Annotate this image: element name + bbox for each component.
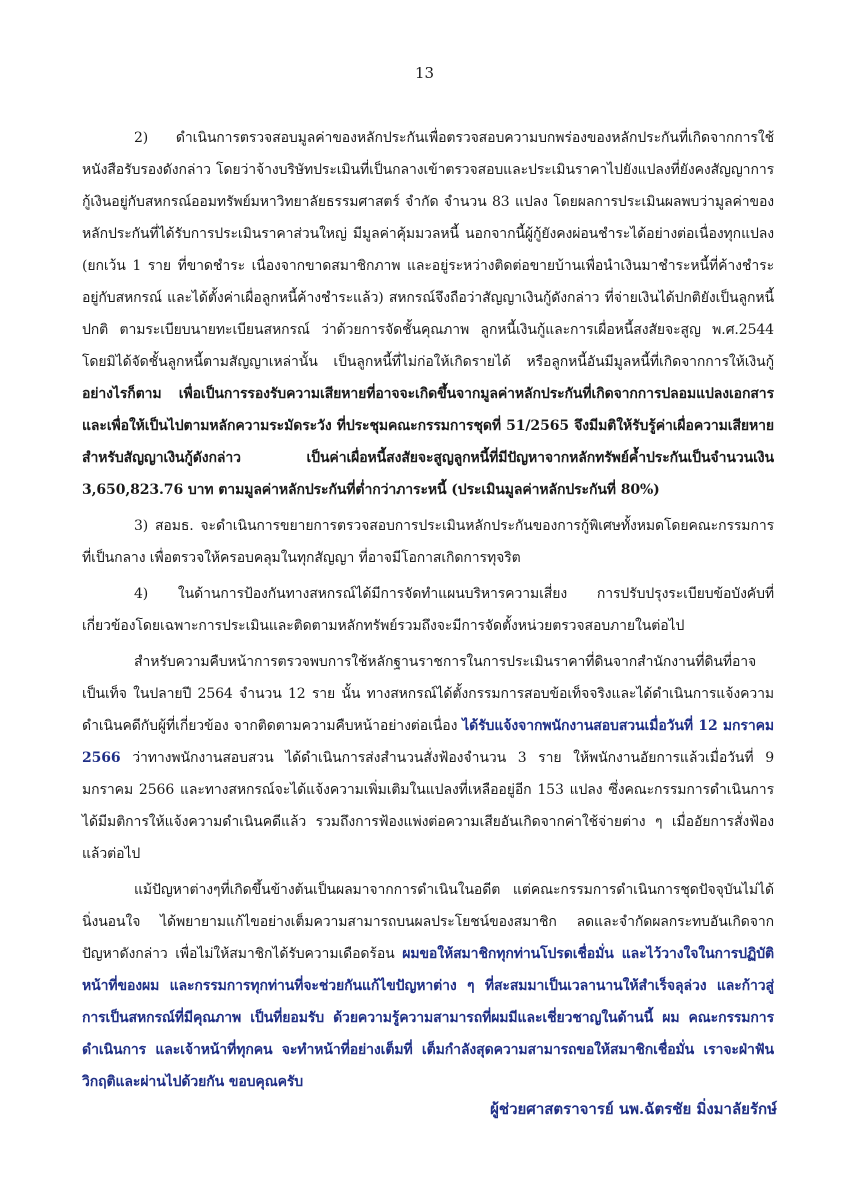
document-body [82, 122, 774, 1102]
paragraph-progress [82, 646, 774, 870]
paragraph-text: ว่าทางพนักงานสอบสวน ได้ดำเนินการส่งสำนวนสั่งฟ้องจำนวน 3 ราย ให้พนักงานอัยการแล้วเมื่อวันที่ 9 มกราคม 2566 และทางสหกรณ์จะได้แจ้งความเพิ่มเติมในแปลงที่เหลืออยู่อีก 153 แปลง ซึ่งคณะกรรมการดำเนินการได้มีมติการให้แจ้งความดำเนินคดีแล้ว รวมถึงการฟ้องแพ่งต่อความเสียอันเกิดจากค่าใช้จ่ายต่าง ๆ เมื่ออัยการสั่งฟ้องแล้วต่อไป [82, 750, 774, 862]
paragraph-item-4 [82, 578, 774, 642]
paragraph-text: 3) สอมธ. จะดำเนินการขยายการตรวจสอบการประเมินหลักประกันของการกู้พิเศษทั้งหมดโดยคณะกรรมการที่เป็นกลาง เพื่อตรวจให้ครอบคลุมในทุกสัญญา ที่อาจมีโอกาสเกิดการทุจริต [82, 518, 774, 566]
paragraph-item-3 [82, 510, 774, 574]
page-number: 13 [414, 64, 435, 82]
paragraph-highlight-text: ผมขอให้สมาชิกทุกท่านโปรดเชื่อมั่น และไว้วางใจในการปฏิบัติหน้าที่ของผม และกรรมการทุกท่านที่จะช่วยกันแก้ไขปัญหาต่าง ๆ ที่สะสมมาเป็นเวลานานให้สำเร็จลุล่วง และก้าวสู่การเป็นสหกรณ์ที่มีคุณภาพ เป็นที่ยอมรับ ด้วยความรู้ความสามารถที่ผมมีและเชี่ยวชาญในด้านนี้ ผม คณะกรรมการดำเนินการ และเจ้าหน้าที่ทุกคน จะทำหน้าที่อย่างเต็มที่ เต็มกำลังสุดความสามารถขอให้สมาชิกเชื่อมั่น เราจะฝ่าฟันวิกฤติและผ่านไปด้วยกัน ขอบคุณครับ [82, 946, 774, 1090]
paragraph-bold-text: อย่างไรก็ตาม เพื่อเป็นการรองรับความเสียหายที่อาจจะเกิดขึ้นจากมูลค่าหลักประกันที่เกิดจากการปลอมแปลงเอกสาร และเพื่อให้เป็นไปตามหลักความระมัดระวัง ที่ประชุมคณะกรรมการชุดที่ 51/2565 จึงมีมติให้รับรู้ค่าเผื่อความเสียหายสำหรับสัญญาเงินกู้ดังกล่าว เป็นค่าเผื่อหนี้สงสัยจะสูญลูกหนี้ที่มีปัญหาจากหลักทรัพย์ค้ำประกันเป็นจำนวนเงิน 3,650,823.76 บาท ตามมูลค่าหลักประกันที่ต่ำกว่าภาระหนี้ (ประเมินมูลค่าหลักประกันที่ 80%) [82, 386, 774, 498]
paragraph-text: 4) ในด้านการป้องกันทางสหกรณ์ได้มีการจัดทำแผนบริหารความเสี่ยง การปรับปรุงระเบียบข้อบังคับที่เกี่ยวข้องโดยเฉพาะการประเมินและติดตามหลักทรัพย์รวมถึงจะมีการจัดตั้งหน่วยตรวจสอบภายในต่อไป [82, 586, 774, 634]
paragraph-highlight-text: ได้รับแจ้งจากพนักงานสอบสวนเมื่อวันที่ 12 มกราคม 2566 [82, 718, 774, 766]
paragraph-closing [82, 874, 774, 1098]
paragraph-item-2 [82, 122, 774, 506]
signature-name: ผู้ช่วยศาสตราจารย์ นพ.ฉัตรชัย มิ่งมาลัยรักษ์ [490, 1100, 777, 1118]
paragraph-text: สำหรับความคืบหน้าการตรวจพบการใช้หลักฐานราชการในการประเมินราคาที่ดินจากสำนักงานที่ดินที่อาจเป็นเท็จ ในปลายปี 2564 จำนวน 12 ราย นั้น ทางสหกรณ์ได้ตั้งกรรมการสอบข้อเท็จจริงและได้ดำเนินการแจ้งความดำเนินคดีกับผู้ที่เกี่ยวข้อง จากติดตามความคืบหน้าอย่างต่อเนื่อง [82, 654, 774, 734]
paragraph-text: แม้ปัญหาต่างๆที่เกิดขึ้นข้างต้นเป็นผลมาจากการดำเนินในอดีต แต่คณะกรรมการดำเนินการชุดปัจจุบันไม่ได้นิ่งนอนใจ ได้พยายามแก้ไขอย่างเต็มความสามารถบนผลประโยชน์ของสมาชิก ลดและจำกัดผลกระทบอันเกิดจากปัญหาดังกล่าว เพื่อไม่ให้สมาชิกได้รับความเดือดร้อน [82, 882, 774, 962]
paragraph-text: 2) ดำเนินการตรวจสอบมูลค่าของหลักประกันเพื่อตรวจสอบความบกพร่องของหลักประกันที่เกิดจากการใช้หนังสือรับรองดังกล่าว โดยว่าจ้างบริษัทประเมินที่เป็นกลางเข้าตรวจสอบและประเมินราคาไปยังแปลงที่ยังคงสัญญาการกู้เงินอยู่กับสหกรณ์ออมทรัพย์มหาวิทยาลัยธรรมศาสตร์ จำกัด จำนวน 83 แปลง โดยผลการประเมินผลพบว่ามูลค่าของหลักประกันที่ได้รับการประเมินราคาส่วนใหญ่ มีมูลค่าคุ้มมวลหนี้ นอกจากนี้ผู้กู้ยังคงผ่อนชำระได้อย่างต่อเนื่องทุกแปลง (ยกเว้น 1 ราย ที่ขาดชำระ เนื่องจากขาดสมาชิกภาพ และอยู่ระหว่างติดต่อขายบ้านเพื่อนำเงินมาชำระหนี้ที่ค้างชำระอยู่กับสหกรณ์ และได้ตั้งค่าเผื่อลูกหนี้ค้างชำระแล้ว) สหกรณ์จึงถือว่าสัญญาเงินกู้ดังกล่าว ที่จ่ายเงินได้ปกติยังเป็นลูกหนี้ปกติ ตามระเบียบนายทะเบียนสหกรณ์ ว่าด้วยการจัดชั้นคุณภาพ ลูกหนี้เงินกู้และการเผื่อหนี้สงสัยจะสูญ พ.ศ.2544 โดยมิได้จัดชั้นลูกหนี้ตามสัญญาเหล่านั้น เป็นลูกหนี้ที่ไม่ก่อให้เกิดรายได้ หรือลูกหนี้อันมีมูลหนี้ที่เกิดจากการให้เงินกู้ [82, 130, 774, 370]
